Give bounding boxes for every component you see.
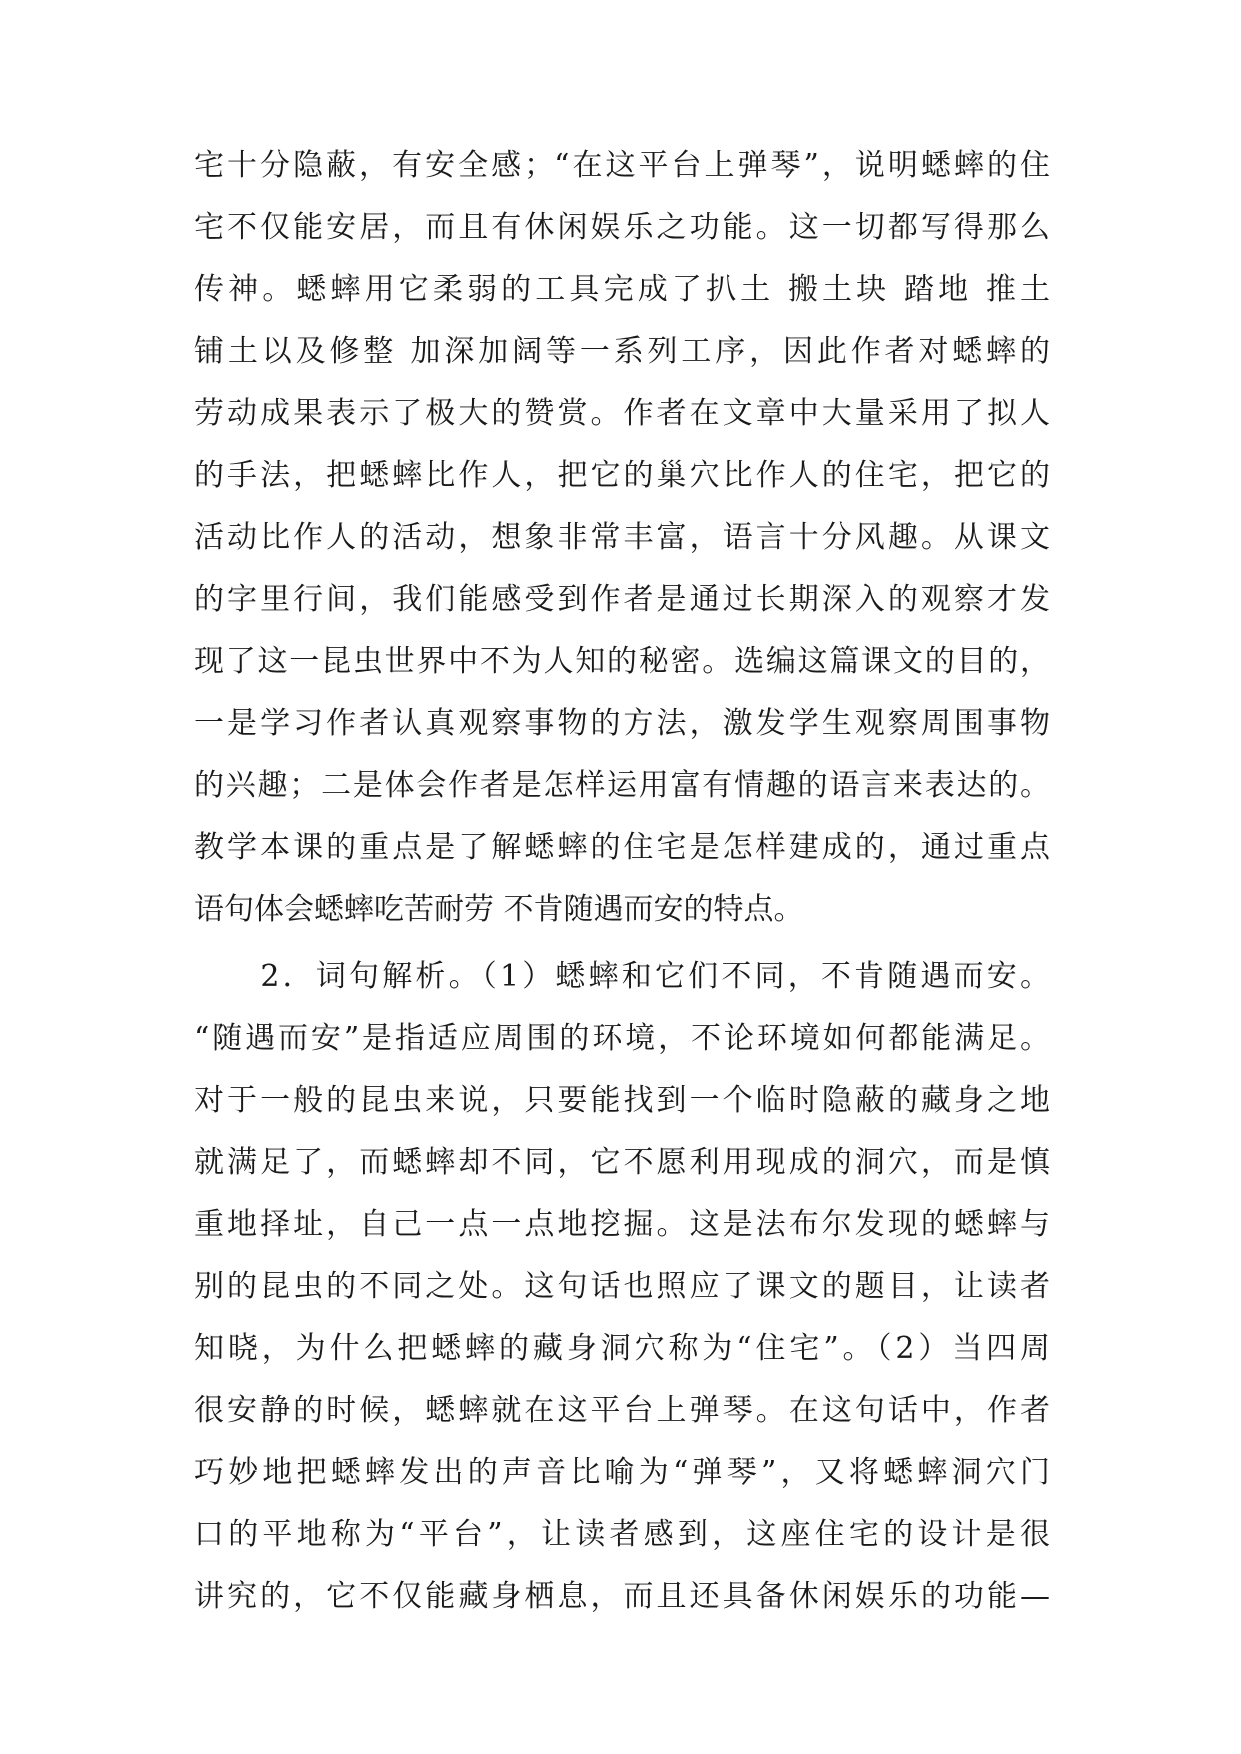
text-line: 很安静的时候，蟋蟀就在这平台上弹琴。在这句话中，作者 [194, 1393, 1050, 1428]
text-line: 对于一般的昆虫来说，只要能找到一个临时隐蔽的藏身之地 [194, 1083, 1050, 1118]
text-line: 传神。蟋蟀用它柔弱的工具完成了扒土 搬土块 踏地 推土 [194, 272, 1050, 307]
paragraph-2 [194, 946, 1050, 1628]
text-line: 活动比作人的活动，想象非常丰富，语言十分风趣。从课文 [194, 520, 1050, 555]
text-line: 2．词句解析。（1）蟋蟀和它们不同，不肯随遇而安。 [194, 959, 1050, 994]
text-line: 宅十分隐蔽，有安全感；“在这平台上弹琴”，说明蟋蟀的住 [194, 148, 1050, 183]
text-line: 宅不仅能安居，而且有休闲娱乐之功能。这一切都写得那么 [194, 210, 1050, 245]
text-line: 劳动成果表示了极大的赞赏。作者在文章中大量采用了拟人 [194, 396, 1050, 431]
text-line: 现了这一昆虫世界中不为人知的秘密。选编这篇课文的目的， [194, 644, 1050, 679]
text-line: 口的平地称为“平台”，让读者感到，这座住宅的设计是很 [194, 1517, 1050, 1552]
text-line: 讲究的，它不仅能藏身栖息，而且还具备休闲娱乐的功能— [194, 1579, 1050, 1614]
text-line: 的手法，把蟋蟀比作人，把它的巢穴比作人的住宅，把它的 [194, 458, 1050, 493]
text-line: 一是学习作者认真观察事物的方法，激发学生观察周围事物 [194, 706, 1050, 741]
paragraph-1 [194, 135, 1050, 941]
text-line: 重地择址，自己一点一点地挖掘。这是法布尔发现的蟋蟀与 [194, 1207, 1050, 1242]
text-line: 别的昆虫的不同之处。这句话也照应了课文的题目，让读者 [194, 1269, 1050, 1304]
text-line: 语句体会蟋蟀吃苦耐劳 不肯随遇而安的特点。 [194, 892, 804, 927]
text-line: 就满足了，而蟋蟀却不同，它不愿利用现成的洞穴，而是慎 [194, 1145, 1050, 1180]
text-line: 的字里行间，我们能感受到作者是通过长期深入的观察才发 [194, 582, 1050, 617]
text-line: 巧妙地把蟋蟀发出的声音比喻为“弹琴”，又将蟋蟀洞穴门 [194, 1455, 1050, 1490]
text-line: 教学本课的重点是了解蟋蟀的住宅是怎样建成的，通过重点 [194, 830, 1050, 865]
text-line: 知晓，为什么把蟋蟀的藏身洞穴称为“住宅”。（2）当四周 [194, 1331, 1050, 1366]
text-line: 铺土以及修整 加深加阔等一系列工序，因此作者对蟋蟀的 [194, 334, 1050, 369]
text-line: 的兴趣；二是体会作者是怎样运用富有情趣的语言来表达的。 [194, 768, 1050, 803]
text-line: “随遇而安”是指适应周围的环境，不论环境如何都能满足。 [194, 1021, 1050, 1056]
